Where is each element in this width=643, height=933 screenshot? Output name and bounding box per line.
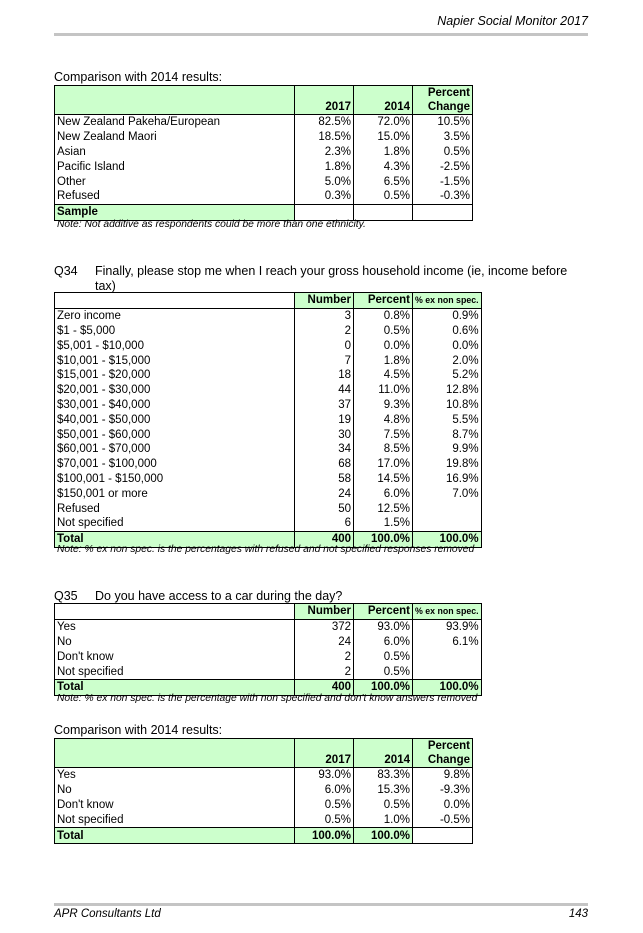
cell-y2014: 0.5%: [354, 189, 413, 204]
cell-y2014: 72.0%: [354, 115, 413, 130]
total-label: Total: [55, 531, 295, 547]
cell-y2014: 15.0%: [354, 130, 413, 145]
col-2017: 2017: [295, 100, 354, 115]
row-label: $60,001 - $70,000: [55, 442, 295, 457]
table-row: [55, 501, 482, 516]
cell-n: 7: [295, 353, 354, 368]
row-label: $20,001 - $30,000: [55, 383, 295, 398]
col-percent-change-line1: Percent: [413, 86, 473, 101]
table-row: [55, 649, 482, 664]
cell-n: 2: [295, 664, 354, 679]
cell-pct: 8.5%: [354, 442, 413, 457]
row-label: New Zealand Pakeha/European: [55, 115, 295, 130]
col-percent-change-line2: Change: [413, 753, 473, 768]
col-2014: 2014: [354, 753, 413, 768]
q34-table: [54, 292, 482, 548]
table-row: [55, 619, 482, 634]
cell-pct: 93.0%: [354, 619, 413, 634]
row-label: $150,001 or more: [55, 486, 295, 501]
cell-change: 10.5%: [413, 115, 473, 130]
cell-n: 24: [295, 635, 354, 650]
cell-ex: 6.1%: [413, 635, 482, 650]
col-ex-non-spec: % ex non spec.: [413, 293, 482, 309]
table-row: [55, 412, 482, 427]
table-row: [55, 383, 482, 398]
cell-pct: 4.8%: [354, 412, 413, 427]
ethnicity-comparison-heading: Comparison with 2014 results:: [54, 70, 223, 84]
cell-y2017: 6.0%: [295, 783, 354, 798]
cell-y2014: 1.0%: [354, 812, 413, 827]
cell-pct: 7.5%: [354, 427, 413, 442]
total-n: 400: [295, 679, 354, 695]
total-row: [55, 828, 473, 844]
table-row: [55, 398, 482, 413]
cell-n: 24: [295, 486, 354, 501]
cell-pct: 0.5%: [354, 324, 413, 339]
cell-ex: 16.9%: [413, 472, 482, 487]
cell-change: -0.3%: [413, 189, 473, 204]
total-ex: 100.0%: [413, 531, 482, 547]
row-label: Asian: [55, 145, 295, 160]
col-percent: Percent: [354, 604, 413, 620]
cell-pct: 6.0%: [354, 486, 413, 501]
footer-page-number: 143: [568, 908, 588, 920]
row-label: Pacific Island: [55, 159, 295, 174]
table-row: [55, 145, 473, 160]
cell-n: 44: [295, 383, 354, 398]
header-blank: [295, 739, 354, 754]
col-percent-change-line2: Change: [413, 100, 473, 115]
cell-ex: 2.0%: [413, 353, 482, 368]
col-percent: Percent: [354, 293, 413, 309]
cell-ex: 0.9%: [413, 308, 482, 323]
table-row: [55, 427, 482, 442]
row-label: Don't know: [55, 798, 295, 813]
col-percent-change-line1: Percent: [413, 739, 473, 754]
header-blank: [295, 86, 354, 101]
row-label: $15,001 - $20,000: [55, 368, 295, 383]
sample-cell-empty: [413, 204, 473, 220]
table-row: [55, 115, 473, 130]
row-label: $100,001 - $150,000: [55, 472, 295, 487]
table-row: [55, 442, 482, 457]
col-ex-non-spec: % ex non spec.: [413, 604, 482, 620]
sample-cell-empty: [295, 204, 354, 220]
row-label: Zero income: [55, 308, 295, 323]
cell-change: -1.5%: [413, 174, 473, 189]
cell-ex: [413, 501, 482, 516]
cell-ex: 7.0%: [413, 486, 482, 501]
row-label: Not specified: [55, 664, 295, 679]
cell-ex: 10.8%: [413, 398, 482, 413]
sample-row: [55, 204, 473, 220]
car-comparison-table: [54, 738, 473, 844]
cell-ex: 5.2%: [413, 368, 482, 383]
cell-pct: 11.0%: [354, 383, 413, 398]
table-row: [55, 798, 473, 813]
col-number: Number: [295, 604, 354, 620]
cell-ex: [413, 664, 482, 679]
row-label: $10,001 - $15,000: [55, 353, 295, 368]
cell-y2014: 83.3%: [354, 768, 413, 783]
sample-cell-empty: [354, 204, 413, 220]
row-label: Not specified: [55, 812, 295, 827]
cell-ex: [413, 649, 482, 664]
cell-n: 50: [295, 501, 354, 516]
row-label: $50,001 - $60,000: [55, 427, 295, 442]
cell-ex: 19.8%: [413, 457, 482, 472]
table-row: [55, 635, 482, 650]
table-row: [55, 130, 473, 145]
cell-y2017: 18.5%: [295, 130, 354, 145]
q35-question: [54, 589, 590, 604]
cell-ex: 9.9%: [413, 442, 482, 457]
cell-pct: 0.8%: [354, 308, 413, 323]
row-label: Yes: [55, 619, 295, 634]
table-row: [55, 308, 482, 323]
col-2014: 2014: [354, 100, 413, 115]
cell-change: 3.5%: [413, 130, 473, 145]
table-row: [55, 457, 482, 472]
row-label: No: [55, 783, 295, 798]
table-row: [55, 353, 482, 368]
header-blank: [55, 100, 295, 115]
col-2017: 2017: [295, 753, 354, 768]
table-row: [55, 174, 473, 189]
cell-y2017: 5.0%: [295, 174, 354, 189]
row-label: $5,001 - $10,000: [55, 338, 295, 353]
header-blank: [55, 604, 295, 620]
row-label: $30,001 - $40,000: [55, 398, 295, 413]
cell-pct: 0.5%: [354, 664, 413, 679]
q34-note: Note: % ex non spec. is the percentages with refused and not specified responses removed: [57, 544, 475, 555]
cell-pct: 9.3%: [354, 398, 413, 413]
cell-y2017: 1.8%: [295, 159, 354, 174]
cell-pct: 12.5%: [354, 501, 413, 516]
total-y2014: 100.0%: [354, 828, 413, 844]
cell-ex: 12.8%: [413, 383, 482, 398]
total-ex: 100.0%: [413, 679, 482, 695]
table-row: [55, 768, 473, 783]
table-row: [55, 338, 482, 353]
total-label: Total: [55, 828, 295, 844]
q34-question: [54, 264, 590, 294]
table-row: [55, 324, 482, 339]
cell-ex: 0.6%: [413, 324, 482, 339]
cell-n: 2: [295, 649, 354, 664]
total-pct: 100.0%: [354, 679, 413, 695]
row-label: Refused: [55, 501, 295, 516]
cell-pct: 6.0%: [354, 635, 413, 650]
q35-table: [54, 603, 482, 696]
header-blank: [354, 739, 413, 754]
ethnicity-comparison-table: [54, 85, 473, 221]
table-row: [55, 472, 482, 487]
table-row: [55, 516, 482, 531]
cell-n: 18: [295, 368, 354, 383]
q35-note: Note: % ex non spec. is the percentage with non specified and don't know answers removed: [57, 693, 478, 704]
total-label: Total: [55, 679, 295, 695]
q34-question-text: Finally, please stop me when I reach your gross household income (ie, income before tax): [95, 264, 568, 293]
table-row: [55, 664, 482, 679]
header-blank: [55, 86, 295, 101]
header-rule: [54, 33, 588, 36]
row-label: Not specified: [55, 516, 295, 531]
footer-rule: [54, 903, 588, 906]
table-row: [55, 486, 482, 501]
cell-ex: 5.5%: [413, 412, 482, 427]
cell-n: 372: [295, 619, 354, 634]
col-number: Number: [295, 293, 354, 309]
row-label: No: [55, 635, 295, 650]
cell-y2017: 0.5%: [295, 798, 354, 813]
table-row: [55, 812, 473, 827]
cell-n: 3: [295, 308, 354, 323]
cell-ex: 93.9%: [413, 619, 482, 634]
cell-n: 6: [295, 516, 354, 531]
cell-y2017: 0.3%: [295, 189, 354, 204]
cell-pct: 1.8%: [354, 353, 413, 368]
cell-y2014: 15.3%: [354, 783, 413, 798]
row-label: Don't know: [55, 649, 295, 664]
header-blank: [55, 293, 295, 309]
total-change: [413, 828, 473, 844]
cell-n: 68: [295, 457, 354, 472]
ethnicity-note: Note: Not additive as respondents could be more than one ethnicity.: [57, 219, 366, 230]
cell-n: 0: [295, 338, 354, 353]
cell-y2014: 6.5%: [354, 174, 413, 189]
cell-change: 0.5%: [413, 145, 473, 160]
cell-n: 37: [295, 398, 354, 413]
cell-y2014: 4.3%: [354, 159, 413, 174]
cell-y2017: 93.0%: [295, 768, 354, 783]
row-label: $70,001 - $100,000: [55, 457, 295, 472]
row-label: Yes: [55, 768, 295, 783]
total-y2017: 100.0%: [295, 828, 354, 844]
car-comparison-heading: Comparison with 2014 results:: [54, 723, 223, 737]
row-label: $1 - $5,000: [55, 324, 295, 339]
cell-y2017: 0.5%: [295, 812, 354, 827]
footer-company: APR Consultants Ltd: [54, 908, 161, 920]
total-n: 400: [295, 531, 354, 547]
cell-n: 34: [295, 442, 354, 457]
row-label: New Zealand Maori: [55, 130, 295, 145]
row-label: $40,001 - $50,000: [55, 412, 295, 427]
cell-change: 9.8%: [413, 768, 473, 783]
cell-n: 30: [295, 427, 354, 442]
row-label: Refused: [55, 189, 295, 204]
row-label: Other: [55, 174, 295, 189]
q35-number: Q35: [54, 589, 78, 603]
header-blank: [55, 753, 295, 768]
cell-y2014: 0.5%: [354, 798, 413, 813]
page-header-title: Napier Social Monitor 2017: [437, 14, 588, 28]
q34-number: Q34: [54, 264, 78, 278]
cell-change: -9.3%: [413, 783, 473, 798]
cell-pct: 14.5%: [354, 472, 413, 487]
sample-label: Sample: [55, 204, 295, 220]
cell-n: 19: [295, 412, 354, 427]
cell-change: -2.5%: [413, 159, 473, 174]
table-row: [55, 783, 473, 798]
cell-pct: 17.0%: [354, 457, 413, 472]
cell-ex: [413, 516, 482, 531]
cell-pct: 1.5%: [354, 516, 413, 531]
q35-question-text: Do you have access to a car during the day?: [95, 589, 343, 603]
table-row: [55, 189, 473, 204]
cell-pct: 0.5%: [354, 649, 413, 664]
header-blank: [354, 86, 413, 101]
cell-change: -0.5%: [413, 812, 473, 827]
cell-change: 0.0%: [413, 798, 473, 813]
cell-y2017: 2.3%: [295, 145, 354, 160]
total-pct: 100.0%: [354, 531, 413, 547]
cell-n: 2: [295, 324, 354, 339]
cell-pct: 0.0%: [354, 338, 413, 353]
cell-n: 58: [295, 472, 354, 487]
cell-y2017: 82.5%: [295, 115, 354, 130]
table-row: [55, 368, 482, 383]
cell-y2014: 1.8%: [354, 145, 413, 160]
header-blank: [55, 739, 295, 754]
table-row: [55, 159, 473, 174]
cell-pct: 4.5%: [354, 368, 413, 383]
cell-ex: 0.0%: [413, 338, 482, 353]
cell-ex: 8.7%: [413, 427, 482, 442]
